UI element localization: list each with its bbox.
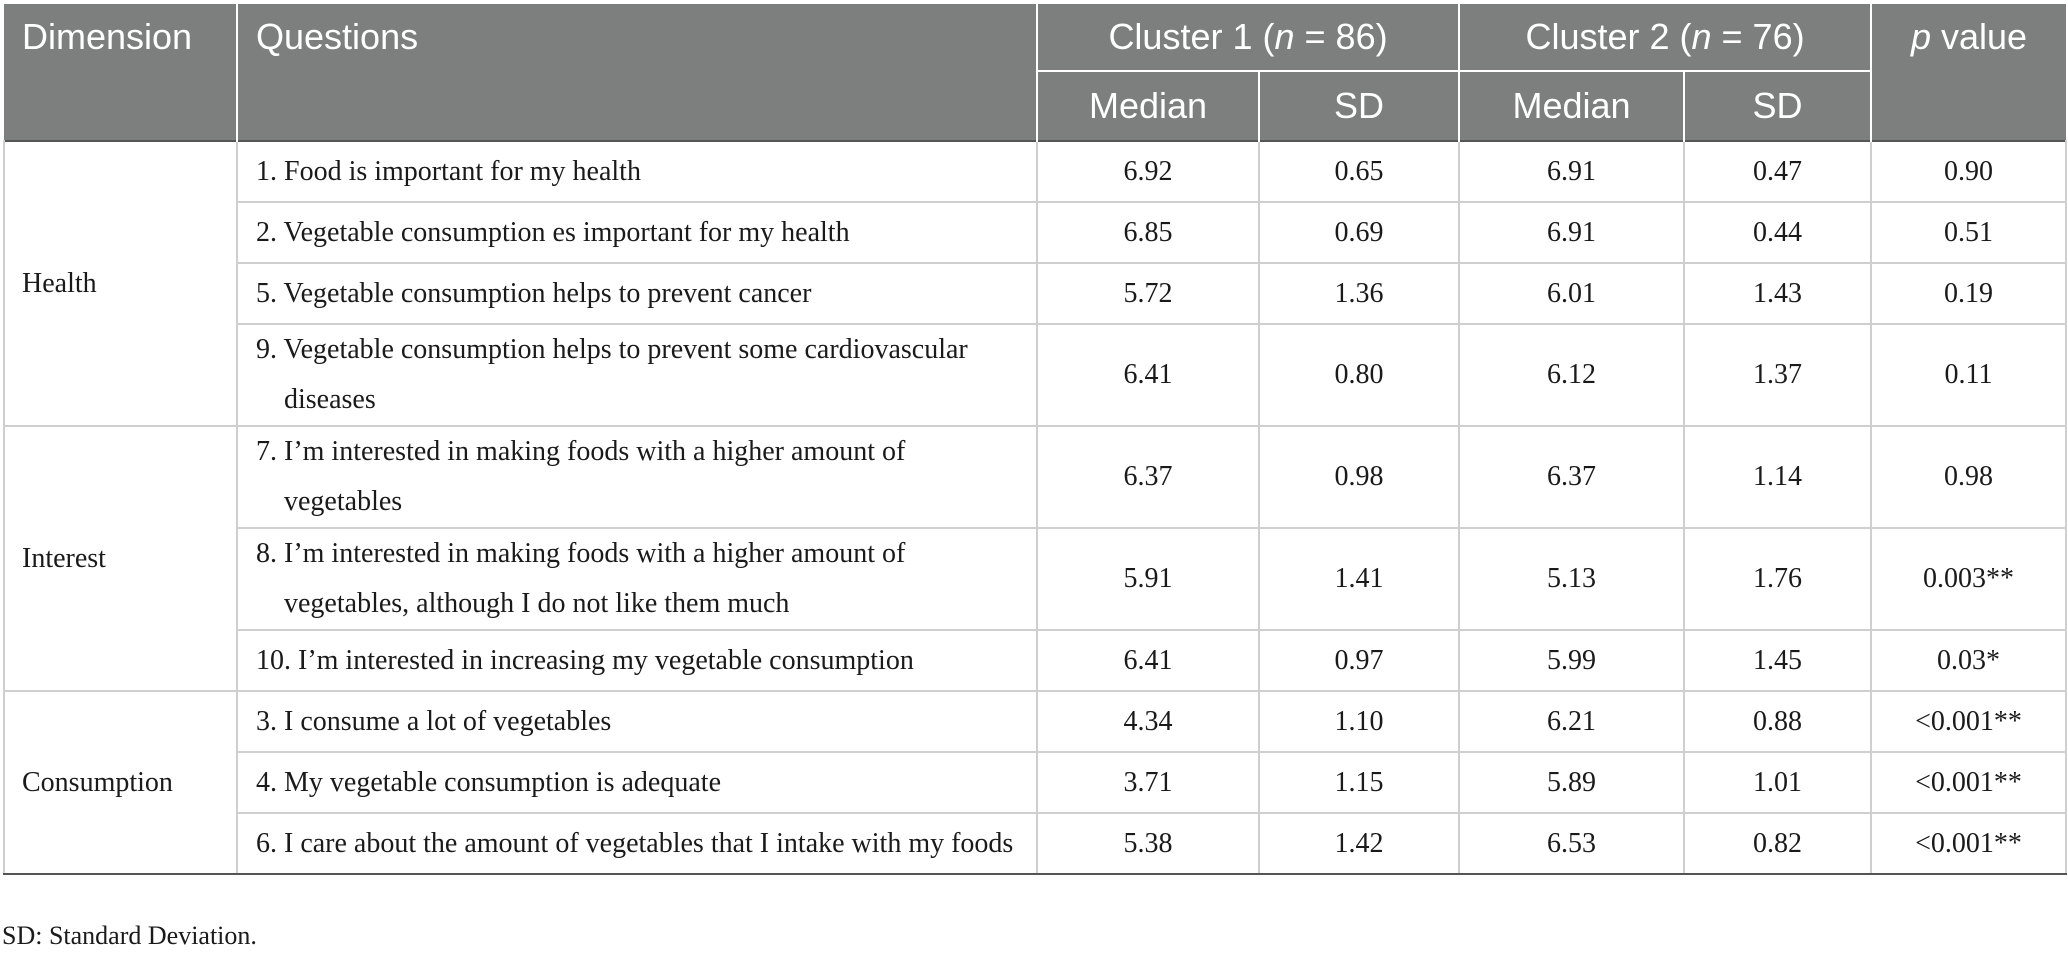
question-cell: 9. Vegetable consumption helps to prevent some cardiovascular diseases bbox=[237, 324, 1037, 426]
header-dimension: Dimension bbox=[4, 4, 237, 141]
sd-cluster-1: 0.97 bbox=[1259, 630, 1459, 691]
p-value: 0.03* bbox=[1871, 630, 2066, 691]
table-row bbox=[4, 426, 2066, 528]
table-row bbox=[4, 202, 2066, 263]
median-cluster-1: 6.85 bbox=[1037, 202, 1259, 263]
p-value: <0.001** bbox=[1871, 813, 2066, 874]
sd-cluster-1: 0.98 bbox=[1259, 426, 1459, 528]
sd-cluster-2: 1.14 bbox=[1684, 426, 1871, 528]
median-cluster-1: 6.41 bbox=[1037, 324, 1259, 426]
results-table bbox=[3, 4, 2067, 875]
question-cell: 5. Vegetable consumption helps to prevent cancer bbox=[237, 263, 1037, 324]
sd-cluster-2: 1.45 bbox=[1684, 630, 1871, 691]
table-footnote: SD: Standard Deviation. bbox=[2, 921, 257, 950]
median-cluster-2: 6.37 bbox=[1459, 426, 1684, 528]
table-row bbox=[4, 528, 2066, 630]
table-row bbox=[4, 813, 2066, 874]
sd-cluster-1: 1.41 bbox=[1259, 528, 1459, 630]
sd-cluster-1: 1.10 bbox=[1259, 691, 1459, 752]
sd-cluster-2: 1.43 bbox=[1684, 263, 1871, 324]
p-value: <0.001** bbox=[1871, 691, 2066, 752]
question-cell: 8. I’m interested in making foods with a higher amount of vegetables, although I do not like them much bbox=[237, 528, 1037, 630]
header-cluster-1: Cluster 1 (n = 86) bbox=[1037, 4, 1459, 71]
p-value: 0.98 bbox=[1871, 426, 2066, 528]
median-cluster-2: 6.01 bbox=[1459, 263, 1684, 324]
median-cluster-1: 6.92 bbox=[1037, 141, 1259, 202]
p-value: 0.11 bbox=[1871, 324, 2066, 426]
median-cluster-1: 5.72 bbox=[1037, 263, 1259, 324]
sd-cluster-2: 1.76 bbox=[1684, 528, 1871, 630]
median-cluster-2: 5.99 bbox=[1459, 630, 1684, 691]
header-p-value: p value bbox=[1871, 4, 2066, 141]
p-value: 0.003** bbox=[1871, 528, 2066, 630]
question-cell: 7. I’m interested in making foods with a higher amount of vegetables bbox=[237, 426, 1037, 528]
sd-cluster-1: 0.80 bbox=[1259, 324, 1459, 426]
question-cell: 2. Vegetable consumption es important for my health bbox=[237, 202, 1037, 263]
table-row bbox=[4, 752, 2066, 813]
median-cluster-1: 6.37 bbox=[1037, 426, 1259, 528]
p-value: 0.90 bbox=[1871, 141, 2066, 202]
table-row bbox=[4, 324, 2066, 426]
median-cluster-2: 6.91 bbox=[1459, 202, 1684, 263]
dimension-health: Health bbox=[4, 141, 237, 426]
dimension-interest: Interest bbox=[4, 426, 237, 691]
median-cluster-2: 5.13 bbox=[1459, 528, 1684, 630]
question-cell: 4. My vegetable consumption is adequate bbox=[237, 752, 1037, 813]
sd-cluster-2: 0.88 bbox=[1684, 691, 1871, 752]
header-sd-cluster-2: SD bbox=[1684, 71, 1871, 141]
sd-cluster-1: 0.65 bbox=[1259, 141, 1459, 202]
sd-cluster-1: 1.15 bbox=[1259, 752, 1459, 813]
sd-cluster-1: 1.42 bbox=[1259, 813, 1459, 874]
sd-cluster-2: 1.01 bbox=[1684, 752, 1871, 813]
p-value: 0.19 bbox=[1871, 263, 2066, 324]
table-row bbox=[4, 263, 2066, 324]
median-cluster-1: 5.38 bbox=[1037, 813, 1259, 874]
median-cluster-1: 3.71 bbox=[1037, 752, 1259, 813]
sd-cluster-2: 0.47 bbox=[1684, 141, 1871, 202]
sd-cluster-1: 1.36 bbox=[1259, 263, 1459, 324]
sd-cluster-1: 0.69 bbox=[1259, 202, 1459, 263]
median-cluster-2: 6.53 bbox=[1459, 813, 1684, 874]
question-cell: 3. I consume a lot of vegetables bbox=[237, 691, 1037, 752]
header-questions: Questions bbox=[237, 4, 1037, 141]
question-cell: 10. I’m interested in increasing my vegetable consumption bbox=[237, 630, 1037, 691]
table-row bbox=[4, 691, 2066, 752]
header-sd-cluster-1: SD bbox=[1259, 71, 1459, 141]
median-cluster-1: 4.34 bbox=[1037, 691, 1259, 752]
median-cluster-1: 5.91 bbox=[1037, 528, 1259, 630]
median-cluster-2: 6.21 bbox=[1459, 691, 1684, 752]
dimension-consumption: Consumption bbox=[4, 691, 237, 874]
median-cluster-2: 6.91 bbox=[1459, 141, 1684, 202]
question-cell: 6. I care about the amount of vegetables that I intake with my foods bbox=[237, 813, 1037, 874]
table-row bbox=[4, 630, 2066, 691]
sd-cluster-2: 1.37 bbox=[1684, 324, 1871, 426]
p-value: <0.001** bbox=[1871, 752, 2066, 813]
table-row bbox=[4, 141, 2066, 202]
header-median-cluster-1: Median bbox=[1037, 71, 1259, 141]
question-cell: 1. Food is important for my health bbox=[237, 141, 1037, 202]
sd-cluster-2: 0.82 bbox=[1684, 813, 1871, 874]
header-median-cluster-2: Median bbox=[1459, 71, 1684, 141]
sd-cluster-2: 0.44 bbox=[1684, 202, 1871, 263]
median-cluster-1: 6.41 bbox=[1037, 630, 1259, 691]
p-value: 0.51 bbox=[1871, 202, 2066, 263]
median-cluster-2: 5.89 bbox=[1459, 752, 1684, 813]
header-cluster-2: Cluster 2 (n = 76) bbox=[1459, 4, 1871, 71]
median-cluster-2: 6.12 bbox=[1459, 324, 1684, 426]
